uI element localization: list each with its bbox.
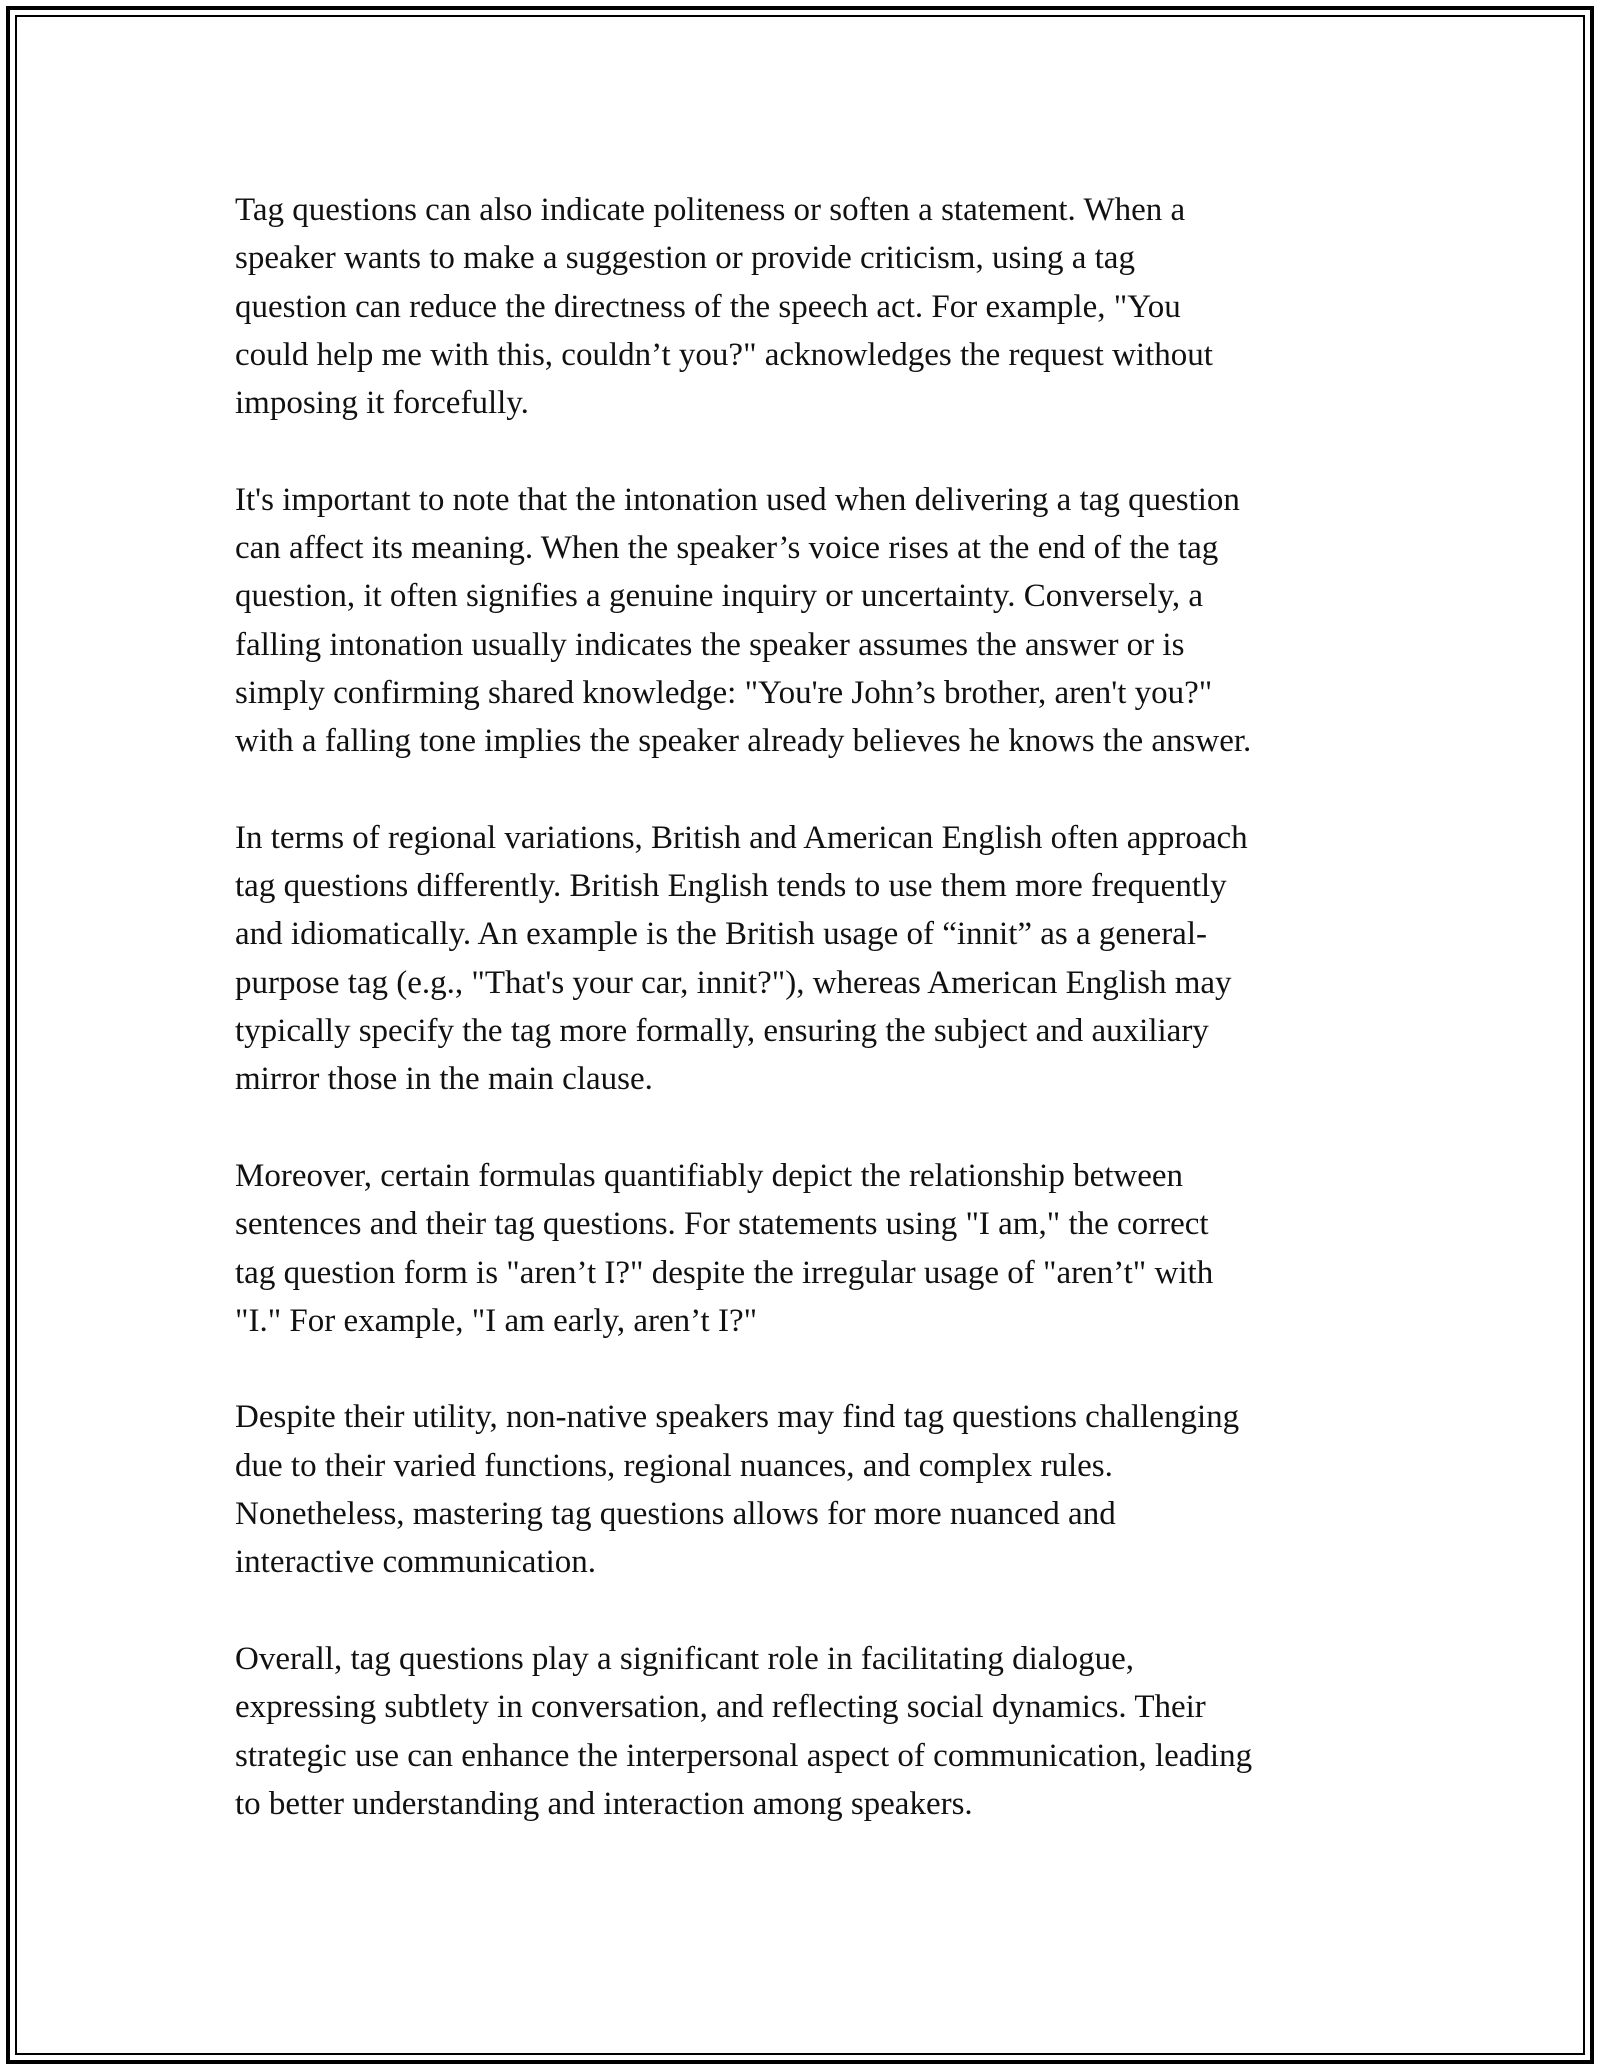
document-body	[235, 186, 1380, 1876]
paragraph-intonation: It's important to note that the intonation used when delivering a tag question can affect its meaning. When the speaker’s voice rises at the end of the tag question, it often signifies a genuine inquiry or uncertainty. Conversely, a falling intonation usually indicates the speaker assumes the answer or is simply confirming shared knowledge: "You're John’s brother, aren't you?" with a falling tone implies the speaker already believes he knows the answer.	[235, 481, 1252, 760]
paragraph-politeness: Tag questions can also indicate politeness or soften a statement. When a speaker wants to make a suggestion or provide criticism, using a tag question can reduce the directness of the speech act. For example, "You could help me with this, couldn’t you?" acknowledges the request without imposing it forcefully.	[235, 192, 1213, 422]
paragraph-regional-variations: In terms of regional variations, British and American English often approach tag questions differently. British English tends to use them more frequently and idiomatically. An example is the British usage of “innit” as a general- purpose tag (e.g., "That's your car, innit?"), whereas American English may typically specify the tag more formally, ensuring the subject and auxiliary mirror those in the main clause.	[235, 819, 1248, 1098]
paragraph-non-native-speakers: Despite their utility, non-native speakers may find tag questions challenging due to their varied functions, regional nuances, and complex rules. Nonetheless, mastering tag questions allows for more nuanced and interactive communication.	[235, 1399, 1240, 1581]
paragraph-formulas: Moreover, certain formulas quantifiably depict the relationship between sentences and their tag questions. For statements using "I am," the correct tag question form is "aren’t I?" despite the irregular usage of "aren’t" with "I." For example, "I am early, aren’t I?"	[235, 1157, 1214, 1339]
paragraph-conclusion: Overall, tag questions play a significant role in facilitating dialogue, expressing subtlety in conversation, and reflecting social dynamics. Their strategic use can enhance the interpersonal aspect of communication, leading to better understanding and interaction among speakers.	[235, 1640, 1253, 1822]
